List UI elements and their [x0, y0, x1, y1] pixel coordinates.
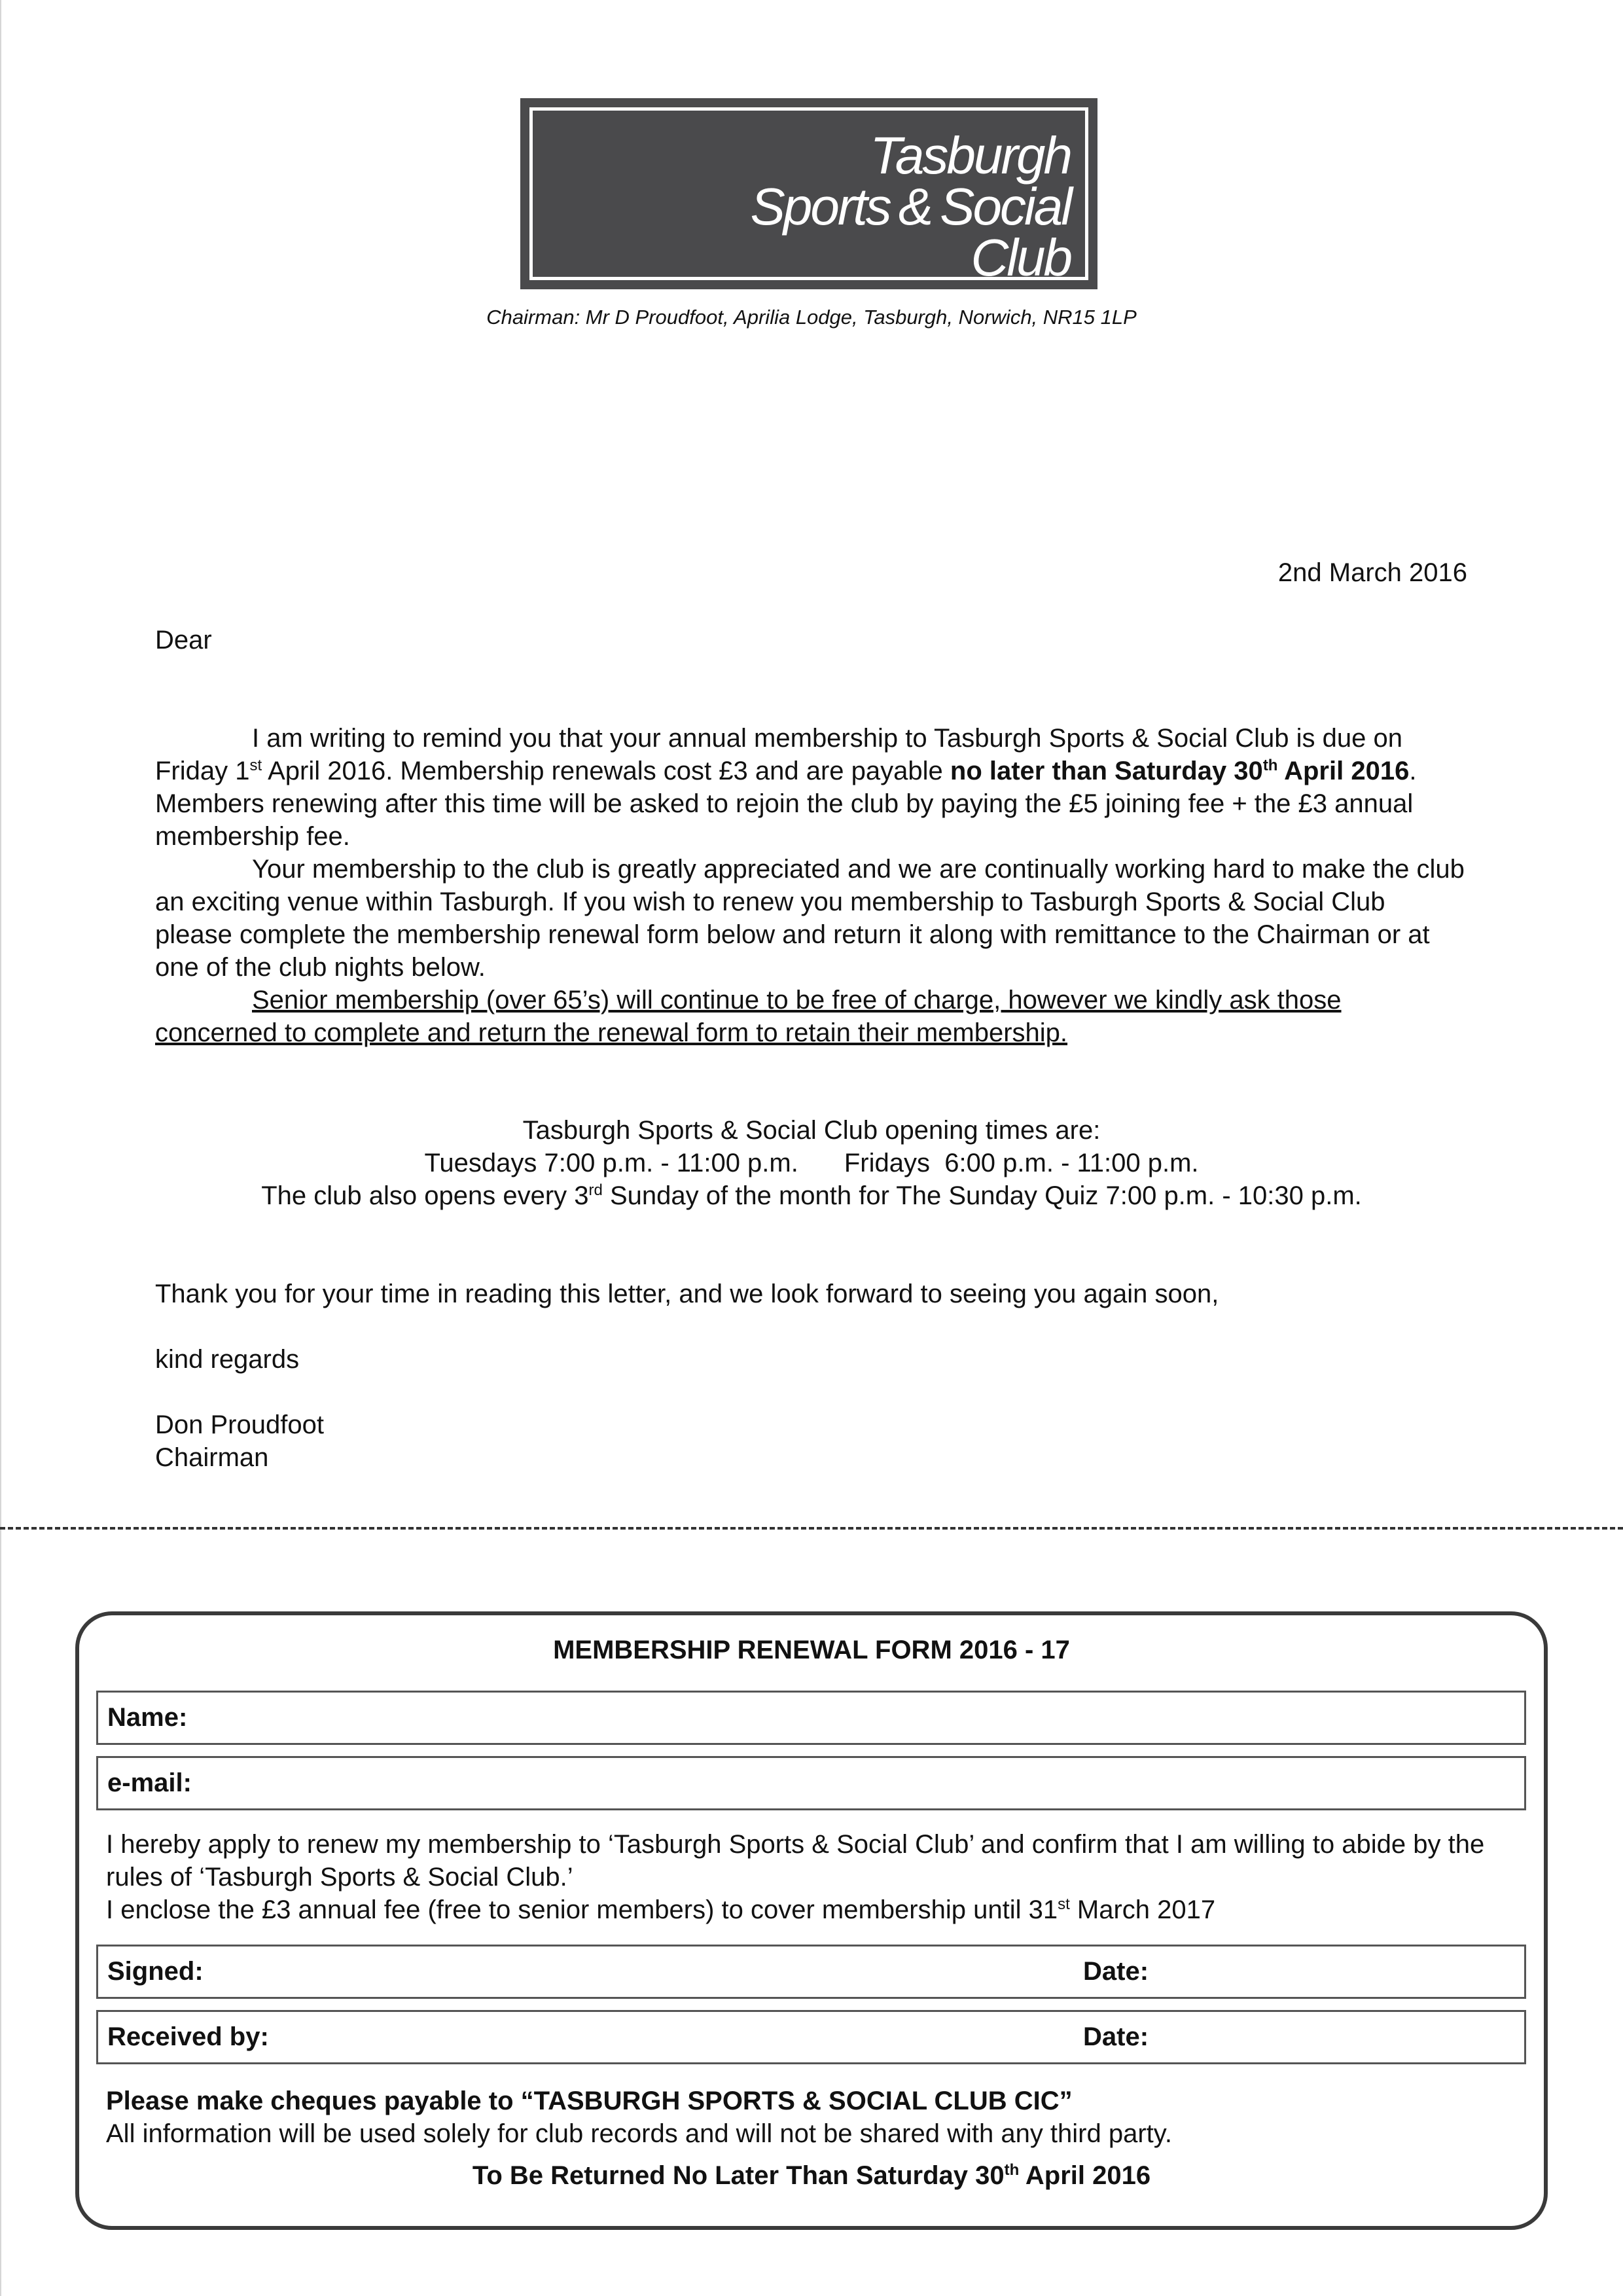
cheques-payable-line: Please make cheques payable to “TASBURGH SPORTS & SOCIAL CLUB CIC” [106, 2087, 1073, 2115]
paragraph1-sup-a: st [249, 757, 262, 774]
deadline-bold [950, 757, 1409, 785]
paragraph-senior-membership: Senior membership (over 65’s) will continue to be free of charge, however we kindly ask those concerned to complete and return the renewal form to retain their membership. [155, 986, 1342, 1047]
logo-frame [529, 107, 1088, 287]
payment-info [106, 2085, 1172, 2150]
deadline-sup: th [1262, 757, 1278, 774]
closing-regards: kind regards [155, 1345, 300, 1374]
logo-line-2: Sports & Social [750, 177, 1071, 236]
opening-times-heading: Tasburgh Sports & Social Club opening times are: [522, 1116, 1101, 1145]
signed-label: Signed: [107, 1957, 204, 1986]
signed-date-label: Date: [1083, 1957, 1149, 1986]
chairman-address: Chairman: Mr D Proudfoot, Aprilia Lodge, Tasburgh, Norwich, NR15 1LP [486, 306, 1137, 329]
name-field[interactable] [96, 1691, 1526, 1745]
email-field[interactable] [96, 1756, 1526, 1810]
declaration-line-2-text-b: March 2017 [1069, 1895, 1216, 1924]
paragraph-appreciation: Your membership to the club is greatly appreciated and we are continually working hard to make the club an exciting venue within Tasburgh. If you wish to renew you membership to Tasburgh Sports & Social Club please complete the membership renewal form below and return it along with remittance to the Chairman or at one of the club nights below. [155, 855, 1465, 982]
declaration-line-2-text-a: I enclose the £3 annual fee (free to senior members) to cover membership until 31 [106, 1895, 1058, 1924]
received-by-label: Received by: [107, 2022, 269, 2051]
quiz-text-a: The club also opens every 3 [261, 1181, 589, 1210]
declaration-text [106, 1828, 1533, 1926]
salutation: Dear [155, 626, 212, 655]
received-date-label: Date: [1083, 2022, 1149, 2051]
name-label: Name: [107, 1703, 188, 1732]
tuesday-hours: Tuesdays 7:00 p.m. - 11:00 p.m. [424, 1149, 798, 1177]
signed-field[interactable] [96, 1945, 1526, 1999]
opening-times-weekly [0, 1147, 1623, 1179]
quiz-text-b: Sunday of the month for The Sunday Quiz 7:00 p.m. - 10:30 p.m. [602, 1181, 1362, 1210]
letter-date: 2nd March 2016 [1277, 558, 1467, 587]
return-text-a: To Be Returned No Later Than Saturday 30 [472, 2161, 1005, 2190]
signatory-name: Don Proudfoot [155, 1410, 324, 1439]
deadline-text-b: April 2016 [1277, 757, 1410, 785]
club-logo [520, 98, 1097, 289]
privacy-line: All information will be used solely for club records and will not be shared with any third party. [106, 2119, 1172, 2148]
opening-times [0, 1114, 1623, 1212]
logo-line-1: Tasburgh [870, 126, 1071, 185]
logo-line-3: Club [971, 228, 1071, 287]
letter-body [155, 722, 1467, 1049]
logo-text [750, 126, 1071, 287]
paragraph-renewal-reminder [155, 722, 1467, 853]
paragraph1-text-a: I am writing to remind you that your annual membership to Tasburgh Sports & Social Club is due on Friday 1 [155, 724, 1402, 785]
signatory-title: Chairman [155, 1443, 269, 1472]
paragraph1-text-c: . Members renewing after this time will be asked to rejoin the club by paying the £5 joining fee + the £3 annual membership fee. [155, 757, 1417, 851]
deadline-text-a: no later than Saturday 30 [950, 757, 1263, 785]
return-sup: th [1004, 2161, 1020, 2179]
declaration-line-2 [106, 1893, 1533, 1926]
return-text-b: April 2016 [1019, 2161, 1151, 2190]
declaration-line-1: I hereby apply to renew my membership to ‘Tasburgh Sports & Social Club’ and confirm that I am willing to abide by the rules of ‘Tasburgh Sports & Social Club.’ [106, 1830, 1485, 1892]
closing-thanks: Thank you for your time in reading this letter, and we look forward to seeing you again soon, [155, 1280, 1219, 1308]
paragraph1-text-b: April 2016. Membership renewals cost £3 and are payable [262, 757, 950, 785]
form-title: MEMBERSHIP RENEWAL FORM 2016 - 17 [553, 1636, 1070, 1664]
opening-times-quiz [0, 1179, 1623, 1212]
friday-hours: Fridays 6:00 p.m. - 11:00 p.m. [844, 1149, 1199, 1177]
received-by-field[interactable] [96, 2010, 1526, 2064]
return-deadline [0, 2161, 1623, 2191]
email-label: e-mail: [107, 1768, 192, 1797]
declaration-line-2-sup: st [1058, 1895, 1070, 1913]
tear-off-line [0, 1527, 1623, 1530]
quiz-sup: rd [588, 1181, 603, 1199]
